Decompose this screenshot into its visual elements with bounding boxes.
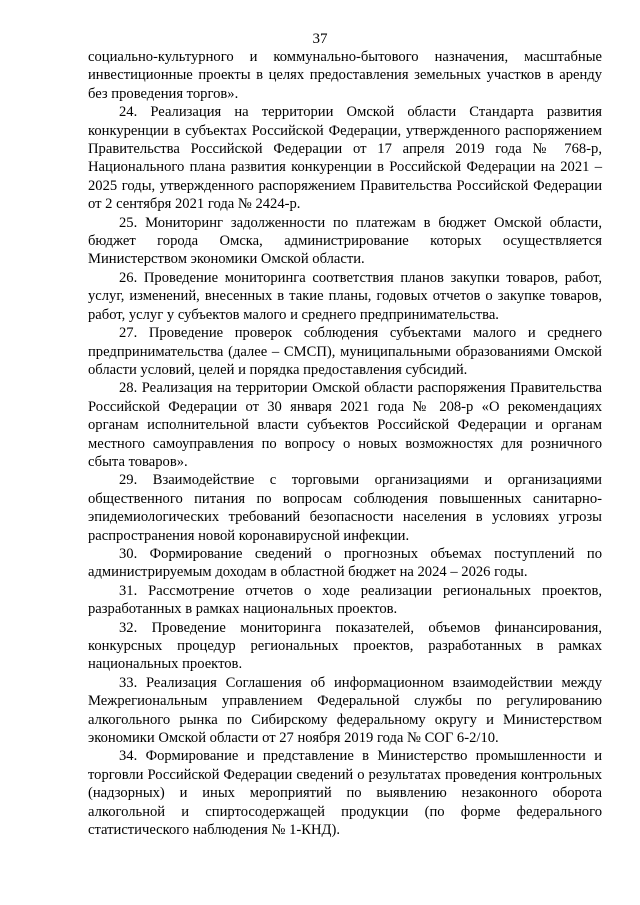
paragraph-item-27: 27. Проведение проверок соблюдения субъектами малого и среднего предпринимательства (далее – СМСП), муниципальными образованиями Омской области условий, целей и порядка предоставления субсидий. [88,325,602,378]
paragraph-continuation: социально-культурного и коммунально-бытового назначения, масштабные инвестиционные проекты в целях предоставления земельных участков в аренду без проведения торгов». [88,49,602,102]
document-body [88,48,602,839]
paragraph-item-34: 34. Формирование и представление в Министерство промышленности и торговли Российской Федерации сведений о результатах проведения контрольных (надзорных) и иных мероприятий по выявлению незаконного оборота алкогольной и спиртосодержащей продукции (по форме федерального статистического наблюдения № 1-КНД). [88,748,602,839]
paragraph-item-33: 33. Реализация Соглашения об информационном взаимодействии между Межрегиональным управлением Федеральной службы по регулированию алкогольного рынка по Сибирскому федеральному округу и Министерством экономики Омской области от 27 ноября 2019 года № СОГ 6-2/10. [88,674,602,747]
paragraph-item-29: 29. Взаимодействие с торговыми организациями и организациями общественного питания по вопросам соблюдения повышенных санитарно-эпидемиологических требований безопасности населения в условиях угрозы распространения новой коронавирусной инфекции. [88,472,602,544]
paragraph-item-25: 25. Мониторинг задолженности по платежам в бюджет Омской области, бюджет города Омска, администрирование которых осуществляется Министерством экономики Омской области. [88,214,602,268]
paragraph-item-30: 30. Формирование сведений о прогнозных объемах поступлений по администрируемым доходам в областной бюджет на 2024 – 2026 годы. [88,545,602,581]
paragraph-item-31: 31. Рассмотрение отчетов о ходе реализации региональных проектов, разработанных в рамках национальных проектов. [88,582,602,618]
paragraph-item-32: 32. Проведение мониторинга показателей, объемов финансирования, конкурсных процедур региональных проектов, разработанных в рамках национальных проектов. [88,619,602,673]
paragraph-item-24: 24. Реализация на территории Омской области Стандарта развития конкуренции в субъектах Российской Федерации, утвержденного распоряжением Правительства Российской Федерации от 17 апреля 2019 года № 768-р, Национального плана развития конкуренции в Российской Федерации на 2021 – 2025 годы, утвержденного распоряжением Правительства Российской Федерации от 2 сентября 2021 года № 2424-р. [88,104,602,213]
paragraph-item-26: 26. Проведение мониторинга соответствия планов закупки товаров, работ, услуг, изменений, внесенных в такие планы, годовых отчетов о закупке товаров, работ, услуг у субъектов малого и среднего предпринимательства. [88,269,602,323]
page-number: 37 [312,31,328,47]
paragraph-item-28: 28. Реализация на территории Омской области распоряжения Правительства Российской Федерации от 30 января 2021 года № 208-р «О рекомендациях органам исполнительной власти субъектов Российской Федерации и органам местного самоуправления по вопросу о новых возможностях для розничного сбыта товаров». [88,380,602,470]
